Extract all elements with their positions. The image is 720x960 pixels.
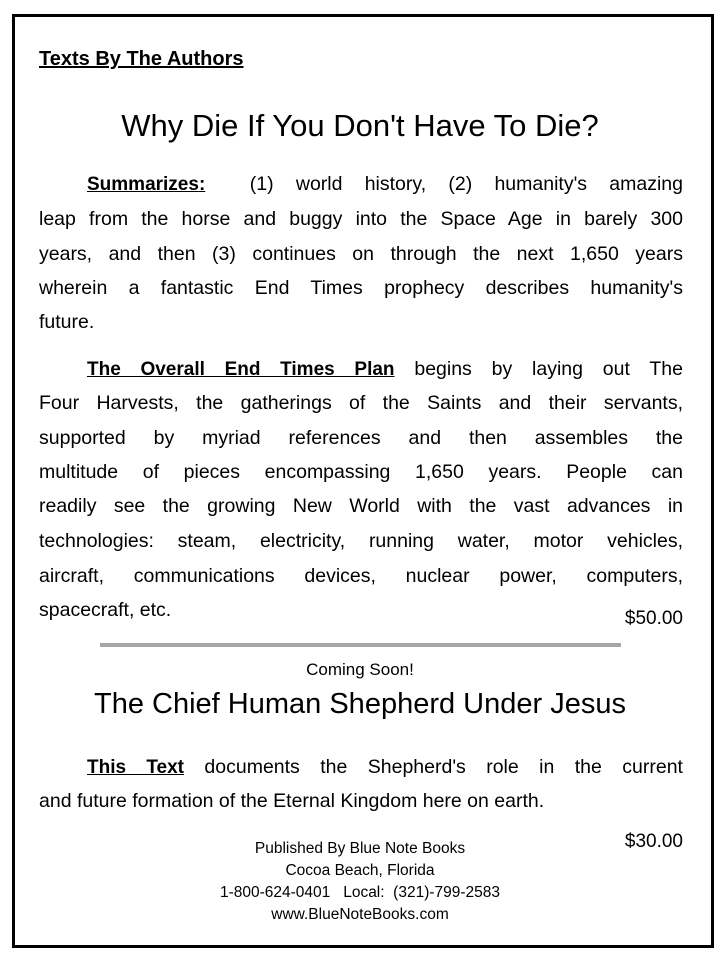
book1-para2-line: readily see the growing New World with the vast advances in [39,495,683,517]
book2-para-line: and future formation of the Eternal Kingdom here on earth. [39,790,545,812]
book1-para2-line: supported by myriad references and then assembles the [39,427,683,449]
book1-para1-line: wherein a fantastic End Times prophecy describes humanity's [39,277,683,299]
plan-lead: The Overall End Times Plan [87,359,395,380]
book1-para1-line: years, and then (3) continues on through the next 1,650 years [39,243,683,265]
section-header: Texts By The Authors [39,48,244,70]
book2-para-line: This Text documents the Shepherd's role in the current [87,756,683,778]
book1-price: $50.00 [624,608,683,629]
book1-para1-line: leap from the horse and buggy into the Space Age in barely 300 [39,208,683,230]
book1-para2-line: technologies: steam, electricity, running water, motor vehicles, [39,530,683,552]
book1-para1-line: future. [39,311,95,333]
divider [100,643,621,647]
book1-title: Why Die If You Don't Have To Die? [121,108,599,143]
book2-price: $30.00 [624,831,683,852]
this-text-lead: This Text [87,757,184,778]
publisher-phone: 1-800-624-0401 Local: (321)-799-2583 [219,884,501,901]
book1-para2-line: Four Harvests, the gatherings of the Saints and their servants, [39,392,683,414]
publisher-name: Published By Blue Note Books [254,840,466,857]
book1-para2-line: aircraft, communications devices, nuclear power, computers, [39,565,683,587]
book2-title: The Chief Human Shepherd Under Jesus [94,688,626,720]
book1-para2-line: spacecraft, etc. [39,599,172,621]
book1-para2-line: The Overall End Times Plan begins by laying out The [87,358,683,380]
book1-para1-line: Summarizes: (1) world history, (2) humanity's amazing [87,173,683,195]
publisher-location: Cocoa Beach, Florida [285,862,435,879]
summarizes-lead: Summarizes: [87,174,206,195]
book1-para2-line: multitude of pieces encompassing 1,650 years. People can [39,461,683,483]
coming-soon-label: Coming Soon! [306,660,414,679]
publisher-website[interactable]: www.BlueNoteBooks.com [271,906,449,923]
